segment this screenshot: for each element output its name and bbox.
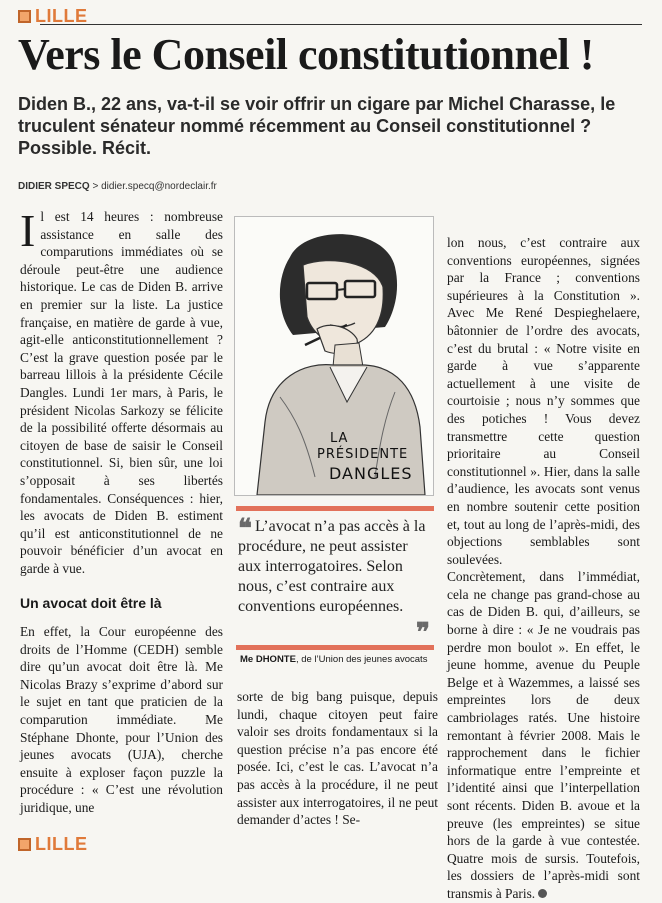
standfirst: Diden B., 22 ans, va-t-il se voir offrir un cigare par Michel Charasse, le truculent sénateur nommé récemment au Conseil constitutionnel ? Possible. Récit. (18, 94, 616, 158)
pull-quote-text: L’avocat n’a pas accès à la procédure, ne peut assister aux interrogatoires. Selon nous, c’est contraire aux conventions européennes. (238, 518, 426, 615)
header-rule (40, 24, 642, 25)
end-of-article-icon (538, 889, 547, 898)
quote-credit-name: Me DHONTE (240, 654, 296, 665)
section-label: LILLE (35, 6, 88, 26)
drop-cap: I (20, 205, 36, 256)
open-quote-icon: ❝ (238, 514, 252, 543)
footer-section-label: LILLE (35, 834, 88, 854)
headline: Vers le Conseil constitutionnel ! (18, 30, 594, 79)
paragraph-text: Concrètement, dans l’immédiat, cela ne change pas grand-chose au cas de Diden B. qui, d’ailleurs, se borne à dire : « Je ne voudrais pas perdre mon boulot ». En effet, le jeune homme, avenue du Peuple Belge et à Wazemmes, a laissé ses empreintes lors de deux cambriolages ratés. Une histoire remontant à février 2008. Mais le rapprochement dans le fichier informatique entre l’empreinte et l’identité ainsi que l’interpellation sont récents. Diden B. avoue et la preuve (les empreintes) se situe hors de la garde à vue contestée. Quatre mois de sursis. Toutefois, les dossiers de l’après-midi sont transmis à Paris. (447, 569, 640, 901)
paragraph: En effet, la Cour européenne des droits de l’Homme (CEDH) semble dire qu’un avocat doit être là. Me Nicolas Brazy s’exprime d’abord sur le sujet en tant que praticien de la comparution immédiate. Me Stéphane Dhonte, pour l’Union des jeunes avocats (UJA), cherche ensuite à exploser façon puzzle la procédure : « C’est une révolution juridique, une (20, 624, 223, 815)
illustration-caption-line2: PRÉSIDENTE (317, 447, 409, 462)
section-square-icon (18, 838, 31, 851)
illustration-caption-line1: LA (330, 431, 349, 446)
close-quote-icon: ❞ (416, 618, 430, 647)
byline-email[interactable]: didier.specq@nordeclair.fr (101, 181, 217, 192)
pull-quote (236, 506, 434, 650)
article-column-3 (447, 234, 640, 903)
article-column-1 (20, 205, 223, 817)
article-column-2 (237, 688, 438, 829)
illustration-portrait (234, 216, 434, 496)
paragraph: sorte de big bang puisque, depuis lundi, chaque citoyen peut faire valoir ses droits fondamentaux si la question précise n’a pas encore été posée. Ici, c’est le cas. L’avocat n’a pas accès à la procédure, il ne peut assister aux interrogatoires, il ne peut demander d’actes ! Se- (237, 689, 438, 828)
subheading: Un avocat doit être là (20, 595, 162, 612)
byline-author: DIDIER SPECQ (18, 181, 90, 192)
paragraph: lon nous, c’est contraire aux conventions européennes, signées par la France ; conventions supérieures à la Constitution ». Avec Me René Despieghelaere, bâtonnier de l’ordre des avocats, c’est du brutal : « Notre visite en garde à vue s’apparente actuellement à une visite de courtoisie ; nous n’y sommes que des potiches ! Vous devez transmettre cette question prioritaire au Conseil constitutionnel ». Hier, dans la salle d’audience, les avocats sont venus en nombre soutenir cette position et, tout au long de l’après-midi, des objections semblables sont soulevées. (447, 235, 640, 567)
quote-credit-affiliation: , de l’Union des jeunes avocats (295, 654, 428, 665)
illustration-caption-line3: DANGLES (329, 464, 413, 483)
paragraph (20, 205, 223, 577)
paragraph-text: l est 14 heures : nombreuse assistance en salle des comparutions immédiates où se déroule peut-être une audience historique. Le cas de Diden B. arrive en premier sur la liste. La justice française, en matière de garde à vue, agit-elle anticonstitutionnellement ? C’est la grave question posée par le barreau lillois à la présidente Cécile Dangles. Lundi 1er mars, à Paris, le président Nicolas Sarkozy se félicite de la possibilité offerte désormais au citoyen de base de saisir le Conseil constitutionnel. Si, bien sûr, une loi s’opposait à ses libertés fondamentales. Conséquences : hier, les avocats de Diden B. estiment qu’il est anticonstitutionnel de ne pouvoir bénéficier d’un avocat en garde à vue. (20, 209, 223, 576)
footer-section-tag (18, 834, 88, 855)
byline-separator: > (89, 181, 102, 192)
pull-quote-credit (240, 654, 440, 665)
section-square-icon (18, 10, 31, 23)
paragraph (447, 568, 640, 902)
byline (18, 181, 217, 192)
